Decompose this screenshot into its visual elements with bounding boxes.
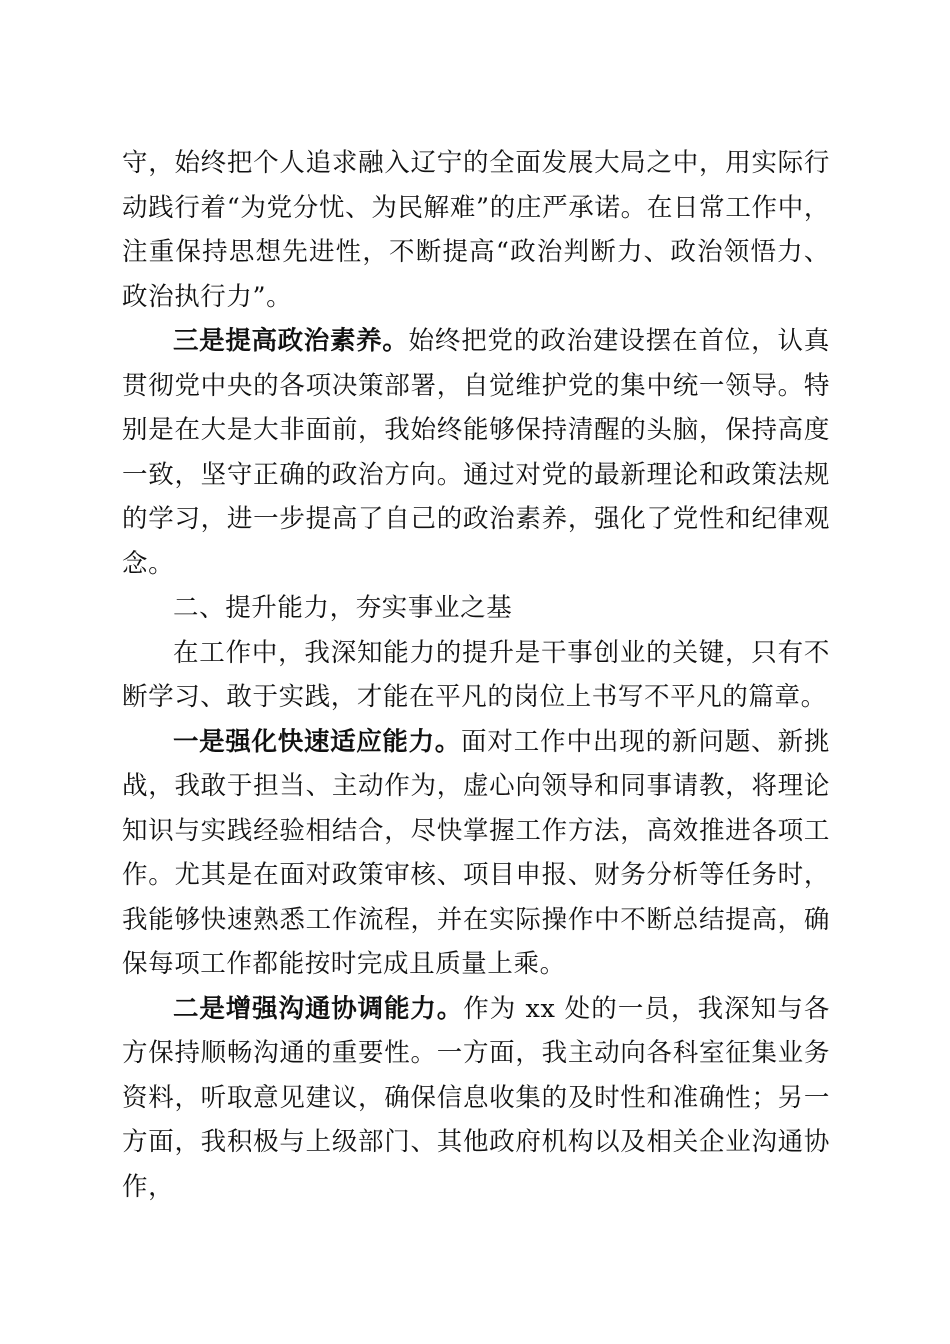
paragraph-communication <box>122 987 830 1210</box>
paragraph-lead-title: 二是增强沟通协调能力。 <box>173 993 464 1024</box>
section-heading: 二、提升能力，夯实事业之基 <box>173 593 513 623</box>
paragraph-text: 在工作中，我深知能力的提升是干事创业的关键，只有不断学习、敢于实践，才能在平凡的岗位上书写不平凡的篇章。 <box>122 637 830 712</box>
paragraph-political-quality <box>122 319 830 586</box>
paragraph-lead-title: 一是强化快速适应能力。 <box>173 726 461 757</box>
paragraph-text: 始终把党的政治建设摆在首位，认真贯彻党中央的各项决策部署，自觉维护党的集中统一领导。特别是在大是大非面前，我始终能够保持清醒的头脑，保持高度一致，坚守正确的政治方向。通过对党的最新理论和政策法规的学习，进一步提高了自己的政治素养，强化了党性和纪律观念。 <box>122 326 830 579</box>
paragraph-intro-ability <box>122 631 830 720</box>
paragraph-text: 守，始终把个人追求融入辽宁的全面发展大局之中，用实际行动践行着“为党分忧、为民解难”的庄严承诺。在日常工作中，注重保持思想先进性，不断提高“政治判断力、政治领悟力、政治执行力”。 <box>122 148 830 312</box>
paragraph-text: 面对工作中出现的新问题、新挑战，我敢于担当、主动作为，虚心向领导和同事请教，将理论知识与实践经验相结合，尽快掌握工作方法，高效推进各项工作。尤其是在面对政策审核、项目申报、财务分析等任务时，我能够快速熟悉工作流程，并在实际操作中不断总结提高，确保每项工作都能按时完成且质量上乘。 <box>122 726 830 979</box>
paragraph-adaptability <box>122 720 830 987</box>
paragraph-lead-title: 三是提高政治素养。 <box>173 326 409 356</box>
document-page <box>122 141 830 1209</box>
paragraph-text: 作为 xx 处的一员，我深知与各方保持顺畅沟通的重要性。一方面，我主动向各科室征集业务资料，听取意见建议，确保信息收集的及时性和准确性；另一方面，我积极与上级部门、其他政府机构以及相关企业沟通协作， <box>122 993 830 1202</box>
paragraph-continuation <box>122 141 830 319</box>
